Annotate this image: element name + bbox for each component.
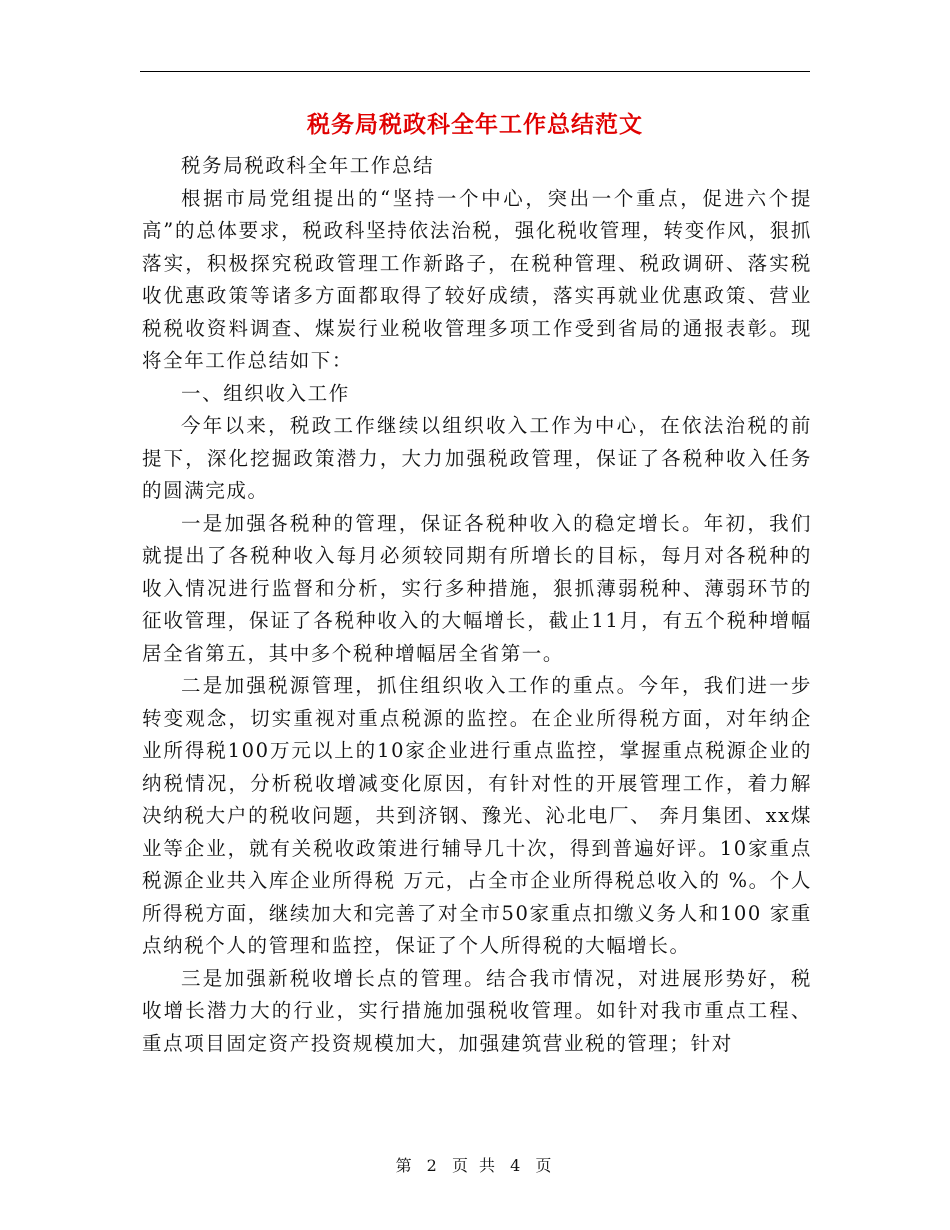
paragraph-point-one: 一是加强各税种的管理，保证各税种收入的稳定增长。年初，我们就提出了各税种收入每月必须较同期有所增长的目标，每月对各税种的收入情况进行监督和分析，实行多种措施，狠抓薄弱税种、薄弱环节的征收管理，保证了各税种收入的大幅增长，截止11月，有五个税种增幅居全省第五，其中多个税种增幅居全省第一。 xyxy=(142,511,812,665)
paragraph-point-three: 三是加强新税收增长点的管理。结合我市情况，对进展形势好，税收增长潜力大的行业，实行措施加强税收管理。如针对我市重点工程、重点项目固定资产投资规模加大，加强建筑营业税的管理；针对 xyxy=(142,966,812,1055)
document-title: 税务局税政科全年工作总结范文 xyxy=(307,112,643,138)
paragraph-point-two: 二是加强税源管理，抓住组织收入工作的重点。今年，我们进一步转变观念，切实重视对重点税源的监控。在企业所得税方面，对年纳企业所得税100万元以上的10家企业进行重点监控，掌握重点税源企业的纳税情况，分析税收增减变化原因，有针对性的开展管理工作，着力解决纳税大户的税收问题，共到济钢、豫光、沁北电厂、 奔月集团、xx煤业等企业，就有关税收政策进行辅导几十次，得到普遍好评。10家重点税源企业共入库企业所得税 万元，占全市企业所得税总收入的 %。个人所得税方面，继续加大和完善了对全市50家重点扣缴义务人和100 家重点纳税个人的管理和监控，保证了个人所得税的大幅增长。 xyxy=(142,674,812,957)
section-heading-income: 一、组织收入工作 xyxy=(181,381,350,405)
footer-mid: 页 共 xyxy=(451,1156,499,1175)
paragraph-intro: 根据市局党组提出的“坚持一个中心，突出一个重点，促进六个提高”的总体要求，税政科坚持依法治税，强化税收管理，转变作风，狠抓落实，积极探究税政管理工作新路子，在税种管理、税政调研、落实税收优惠政策等诸多方面都取得了较好成绩，落实再就业优惠政策、营业税税收资料调查、煤炭行业税收管理多项工作受到省局的通报表彰。现将全年工作总结如下： xyxy=(142,186,812,372)
paragraph-income-overview: 今年以来，税政工作继续以组织收入工作为中心，在依法治税的前提下，深化挖掘政策潜力，大力加强税政管理，保证了各税种收入任务的圆满完成。 xyxy=(142,414,812,502)
paragraph-subtitle: 税务局税政科全年工作总结 xyxy=(181,154,435,177)
footer-prefix: 第 xyxy=(395,1156,415,1175)
footer-current-page: 2 xyxy=(426,1156,440,1175)
footer-total-pages: 4 xyxy=(510,1156,524,1175)
document-body xyxy=(142,150,812,1060)
header-rule xyxy=(140,71,810,72)
page-footer xyxy=(0,1153,950,1176)
footer-suffix: 页 xyxy=(535,1156,555,1175)
